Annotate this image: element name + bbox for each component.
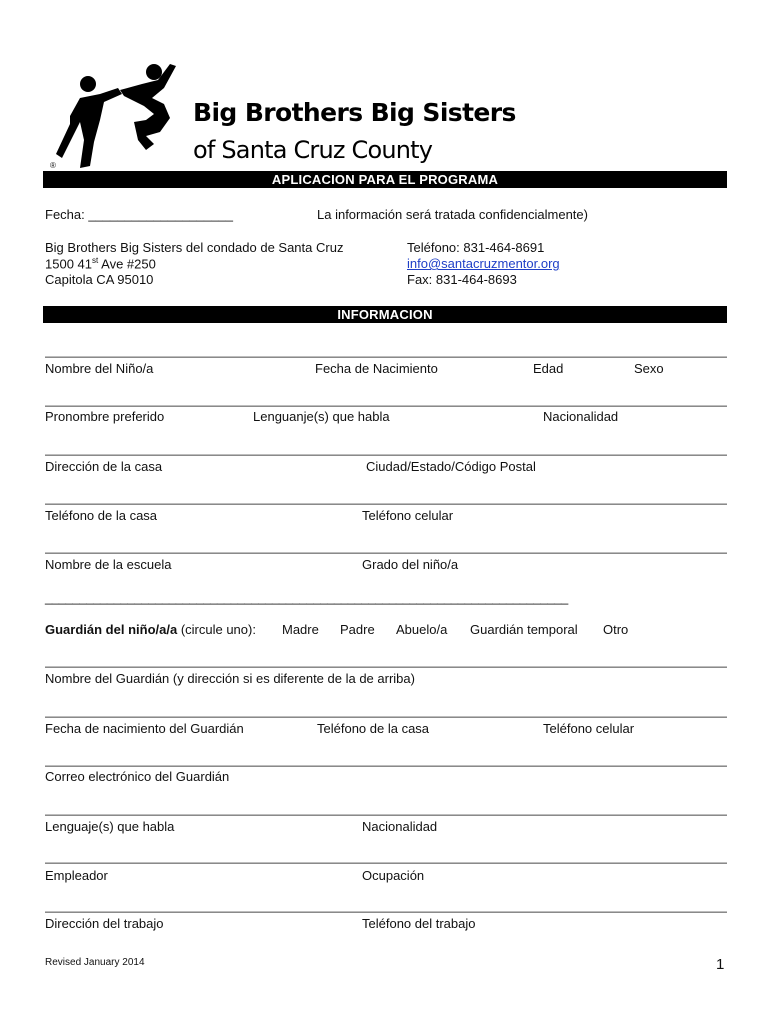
cell-phone-label[interactable]: Teléfono celular [362,508,454,523]
school-name-label[interactable]: Nombre de la escuela [45,557,172,572]
guardian-type-hint: (circule uno): [177,622,256,637]
row-rule [45,862,727,864]
address-superscript: st [92,256,99,265]
logo [50,58,516,176]
sex-label[interactable]: Sexo [634,361,664,376]
birth-date-label[interactable]: Fecha de Nacimiento [315,361,438,376]
nationality-label[interactable]: Nacionalidad [543,409,619,424]
revised-date: Revised January 2014 [45,957,145,968]
work-phone-label[interactable]: Teléfono del trabajo [362,916,476,931]
row-rule [45,814,727,816]
employer-label[interactable]: Empleador [45,868,108,883]
guardian-nationality-label[interactable]: Nacionalidad [362,819,438,834]
row-rule [45,765,727,767]
guardian-type-label: Guardián del niño/a/a [45,622,178,637]
guardian-birth-label[interactable]: Fecha de nacimiento del Guardián [45,721,244,736]
address-rest: Ave #250 [98,256,156,272]
guardian-cell-label[interactable]: Teléfono celular [543,721,635,736]
guardian-type-row [45,622,256,637]
option-grandparent[interactable]: Abuelo/a [396,622,448,637]
registered-mark: ® [50,161,56,170]
languages-label[interactable]: Lenguanje(s) que habla [253,409,390,424]
guardian-home-phone-label[interactable]: Teléfono de la casa [317,721,430,736]
guardian-name-label[interactable]: Nombre del Guardián (y dirección si es diferente de la de arriba) [45,671,415,686]
address-number: 1500 41 [45,256,92,272]
city-state-zip-label[interactable]: Ciudad/Estado/Código Postal [366,459,536,474]
header-bar: APLICACION PARA EL PROGRAMA [43,171,727,188]
org-fax: Fax: 831-464-8693 [407,272,517,287]
option-temporary-guardian[interactable]: Guardián temporal [470,622,578,637]
row-rule [45,911,727,913]
guardian-languages-label[interactable]: Lenguaje(s) que habla [45,819,175,834]
row-rule [45,454,727,456]
row-rule [45,716,727,718]
option-father[interactable]: Padre [340,622,375,637]
section-bar: INFORMACION [43,306,727,323]
pronoun-label[interactable]: Pronombre preferido [45,409,165,424]
home-phone-label[interactable]: Teléfono de la casa [45,508,158,523]
option-mother[interactable]: Madre [282,622,319,637]
child-name-label[interactable]: Nombre del Niño/a [45,361,154,376]
logo-line2: of Santa Cruz County [193,136,433,164]
fecha-field[interactable]: Fecha: ____________________ [45,207,233,222]
home-address-label[interactable]: Dirección de la casa [45,459,163,474]
grade-label[interactable]: Grado del niño/a [362,557,459,572]
row-rule [45,356,727,358]
logo-figures-icon [50,58,190,176]
age-label[interactable]: Edad [533,361,564,376]
logo-line1: Big Brothers Big Sisters [193,98,516,127]
page-number: 1 [716,956,725,973]
guardian-email-label[interactable]: Correo electrónico del Guardián [45,769,230,784]
option-other[interactable]: Otro [603,622,629,637]
row-rule [45,666,727,668]
row-rule [45,405,727,407]
row-rule [45,503,727,505]
occupation-label[interactable]: Ocupación [362,868,425,883]
org-address [45,256,156,271]
org-city: Capitola CA 95010 [45,272,154,287]
blank-underline: ____________________________________________________________________________ [45,590,568,605]
org-name: Big Brothers Big Sisters del condado de Santa Cruz [45,240,344,255]
org-email-link[interactable]: info@santacruzmentor.org [407,256,560,271]
org-phone: Teléfono: 831-464-8691 [407,240,545,255]
confidential-note: La información será tratada confidencialmente) [317,207,588,222]
work-address-label[interactable]: Dirección del trabajo [45,916,164,931]
row-rule [45,552,727,554]
